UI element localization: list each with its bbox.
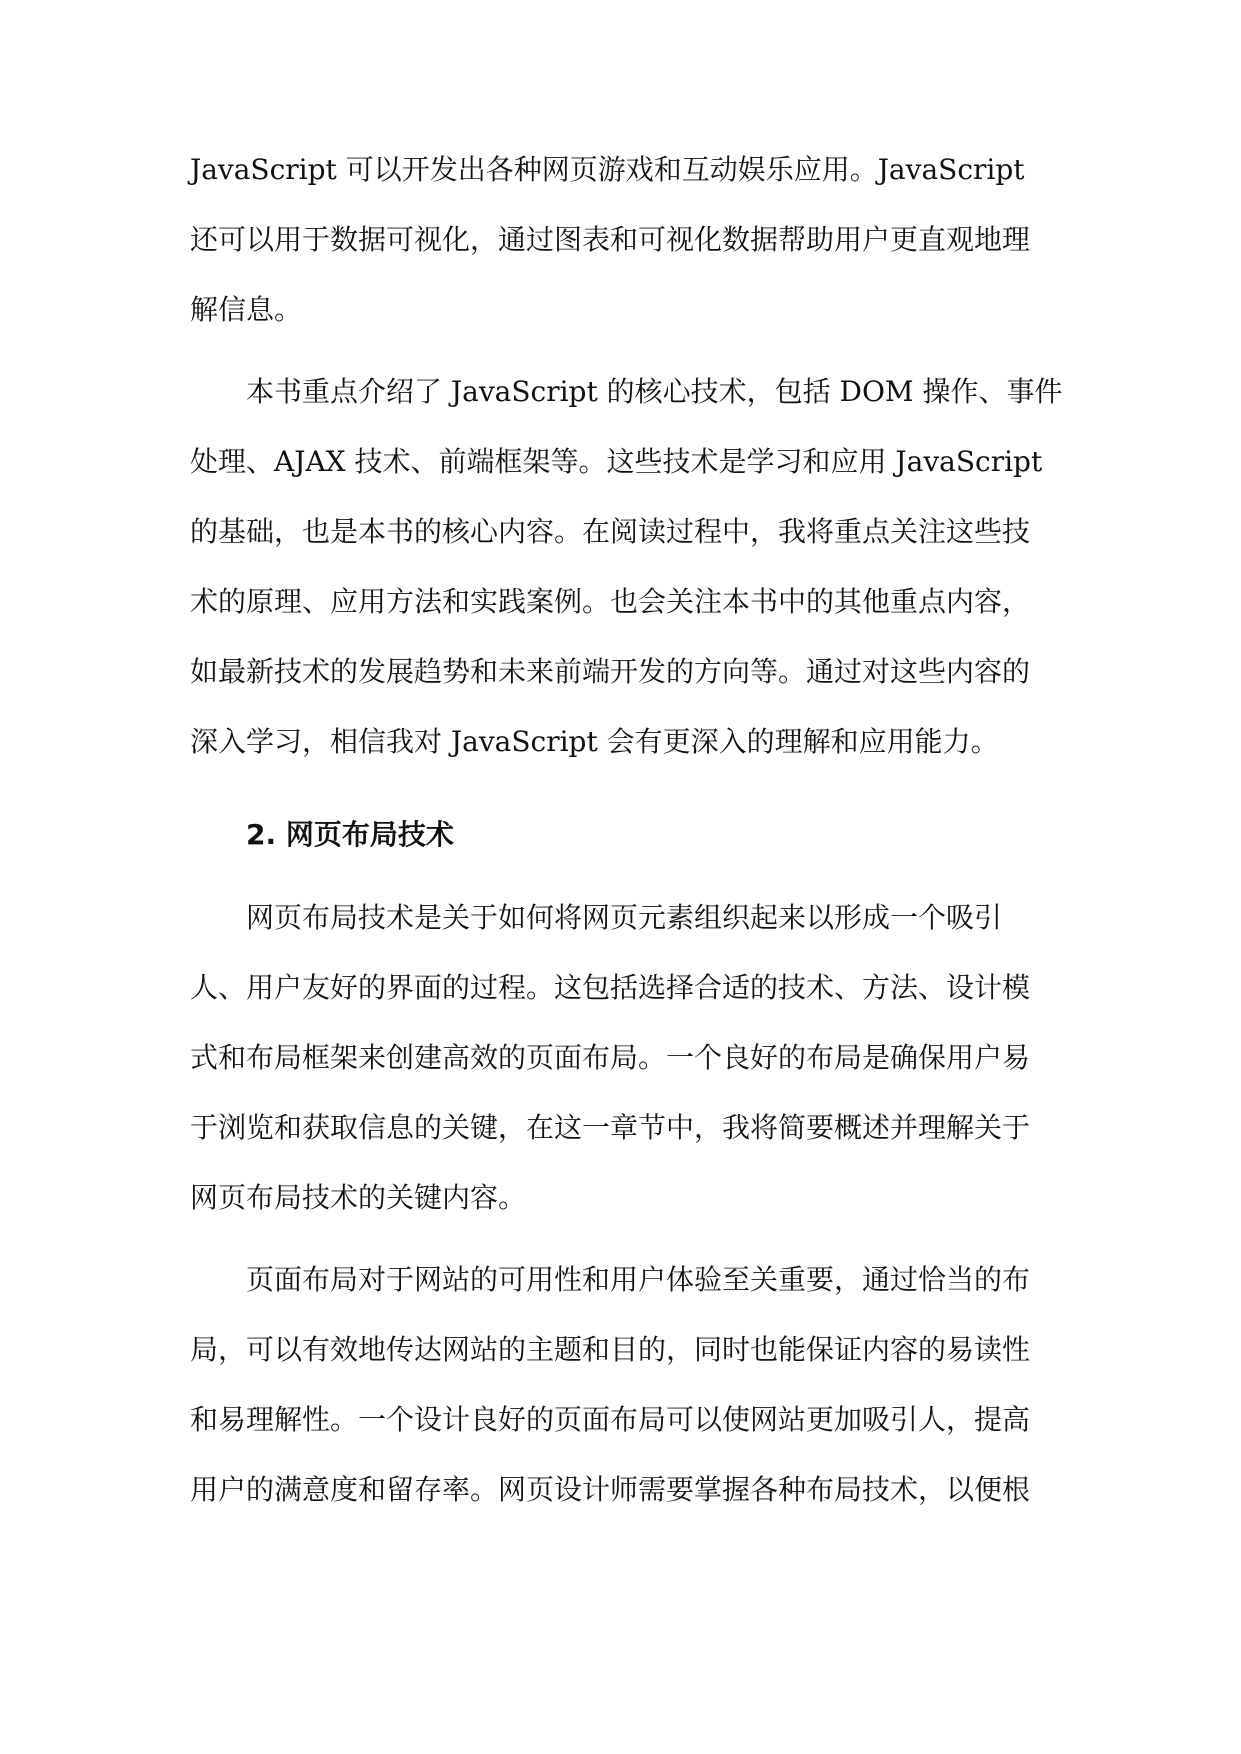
paragraph-3-line-5: 网页布局技术的关键内容。 — [190, 1181, 527, 1214]
paragraph-2-line-1: 本书重点介绍了 JavaScript 的核心技术，包括 DOM 操作、事件 — [246, 375, 1063, 408]
paragraph-4-line-3: 和易理解性。一个设计良好的页面布局可以使网站更加吸引人，提高 — [190, 1403, 1031, 1436]
paragraph-4-line-2: 局，可以有效地传达网站的主题和目的，同时也能保证内容的易读性 — [190, 1333, 1031, 1366]
paragraph-4-line-4: 用户的满意度和留存率。网页设计师需要掌握各种布局技术，以便根 — [190, 1473, 1031, 1506]
paragraph-1-line-3: 解信息。 — [190, 293, 303, 326]
paragraph-1-line-2: 还可以用于数据可视化，通过图表和可视化数据帮助用户更直观地理 — [190, 223, 1031, 256]
paragraph-2-line-2: 处理、AJAX 技术、前端框架等。这些技术是学习和应用 JavaScript — [190, 445, 1043, 478]
paragraph-2-line-3: 的基础，也是本书的核心内容。在阅读过程中，我将重点关注这些技 — [190, 515, 1031, 548]
paragraph-3-line-3: 式和布局框架来创建高效的页面布局。一个良好的布局是确保用户易 — [190, 1041, 1031, 1074]
section-heading: 2. 网页布局技术 — [246, 818, 454, 851]
paragraph-2-line-4: 术的原理、应用方法和实践案例。也会关注本书中的其他重点内容， — [190, 585, 1031, 618]
paragraph-3-line-2: 人、用户友好的界面的过程。这包括选择合适的技术、方法、设计模 — [190, 971, 1031, 1004]
paragraph-3-line-4: 于浏览和获取信息的关键，在这一章节中，我将简要概述并理解关于 — [190, 1111, 1031, 1144]
paragraph-2-line-6: 深入学习，相信我对 JavaScript 会有更深入的理解和应用能力。 — [190, 725, 999, 758]
paragraph-2-line-5: 如最新技术的发展趋势和未来前端开发的方向等。通过对这些内容的 — [190, 655, 1031, 688]
paragraph-3-line-1: 网页布局技术是关于如何将网页元素组织起来以形成一个吸引 — [246, 901, 1003, 934]
paragraph-1-line-1: JavaScript 可以开发出各种网页游戏和互动娱乐应用。JavaScript — [190, 153, 1025, 186]
paragraph-4-line-1: 页面布局对于网站的可用性和用户体验至关重要，通过恰当的布 — [246, 1263, 1031, 1296]
